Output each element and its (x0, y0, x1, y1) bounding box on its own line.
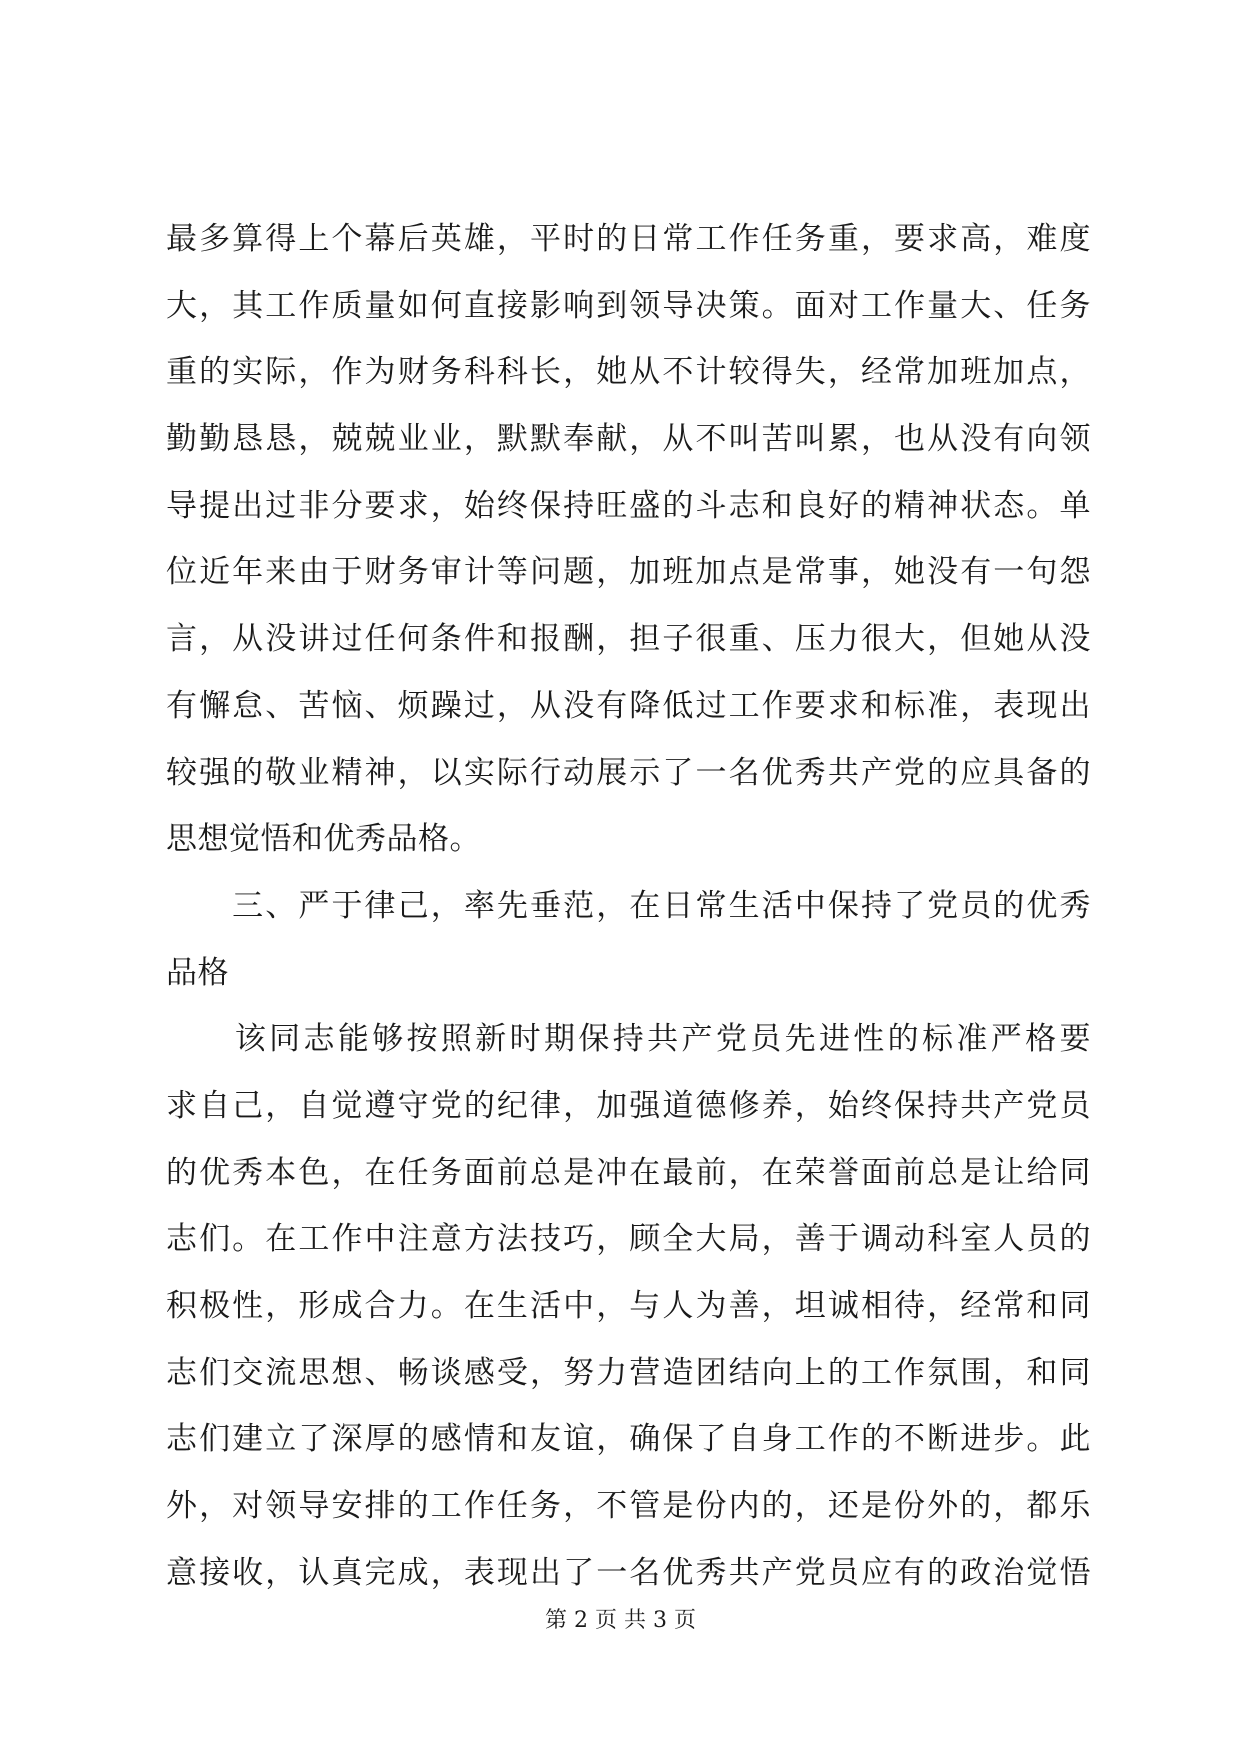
text-line: 该同志能够按照新时期保持共产党员先进性的标准严格要 (166, 1021, 1091, 1058)
text-line: 志们建立了深厚的感情和友谊，确保了自身工作的不断进步。此 (166, 1421, 1091, 1458)
text-line: 勤勤恳恳，兢兢业业，默默奉献，从不叫苦叫累，也从没有向领 (166, 421, 1091, 458)
text-line: 品格 (166, 954, 229, 991)
text-line: 思想觉悟和优秀品格。 (166, 821, 481, 858)
text-line: 求自己，自觉遵守党的纪律，加强道德修养，始终保持共产党员 (166, 1087, 1091, 1124)
text-line: 外，对领导安排的工作任务，不管是份内的，还是份外的，都乐 (166, 1488, 1091, 1525)
page-number-indicator: 第 2 页 共 3 页 (545, 1608, 696, 1633)
text-line: 大，其工作质量如何直接影响到领导决策。面对工作量大、任务 (166, 287, 1091, 324)
text-line: 最多算得上个幕后英雄，平时的日常工作任务重，要求高，难度 (166, 221, 1091, 257)
text-line: 三、严于律己，率先垂范，在日常生活中保持了党员的优秀 (166, 887, 1091, 924)
text-line: 导提出过非分要求，始终保持旺盛的斗志和良好的精神状态。单 (166, 487, 1091, 524)
text-line: 重的实际，作为财务科科长，她从不计较得失，经常加班加点， (166, 354, 1091, 391)
document-body (166, 206, 1091, 1606)
text-line: 积极性，形成合力。在生活中，与人为善，坦诚相待，经常和同 (166, 1288, 1091, 1324)
text-line: 较强的敬业精神，以实际行动展示了一名优秀共产党的应具备的 (166, 754, 1091, 791)
text-line: 志们交流思想、畅谈感受，努力营造团结向上的工作氛围，和同 (166, 1354, 1091, 1391)
text-line: 意接收，认真完成，表现出了一名优秀共产党员应有的政治觉悟 (166, 1554, 1091, 1591)
page-footer (0, 1606, 1241, 1636)
text-line: 志们。在工作中注意方法技巧，顾全大局，善于调动科室人员的 (166, 1221, 1091, 1258)
text-line: 位近年来由于财务审计等问题，加班加点是常事，她没有一句怨 (166, 554, 1091, 591)
text-line: 言，从没讲过任何条件和报酬，担子很重、压力很大，但她从没 (166, 621, 1091, 658)
text-line: 的优秀本色，在任务面前总是冲在最前，在荣誉面前总是让给同 (166, 1154, 1091, 1191)
text-line: 有懈怠、苦恼、烦躁过，从没有降低过工作要求和标准，表现出 (166, 687, 1091, 724)
